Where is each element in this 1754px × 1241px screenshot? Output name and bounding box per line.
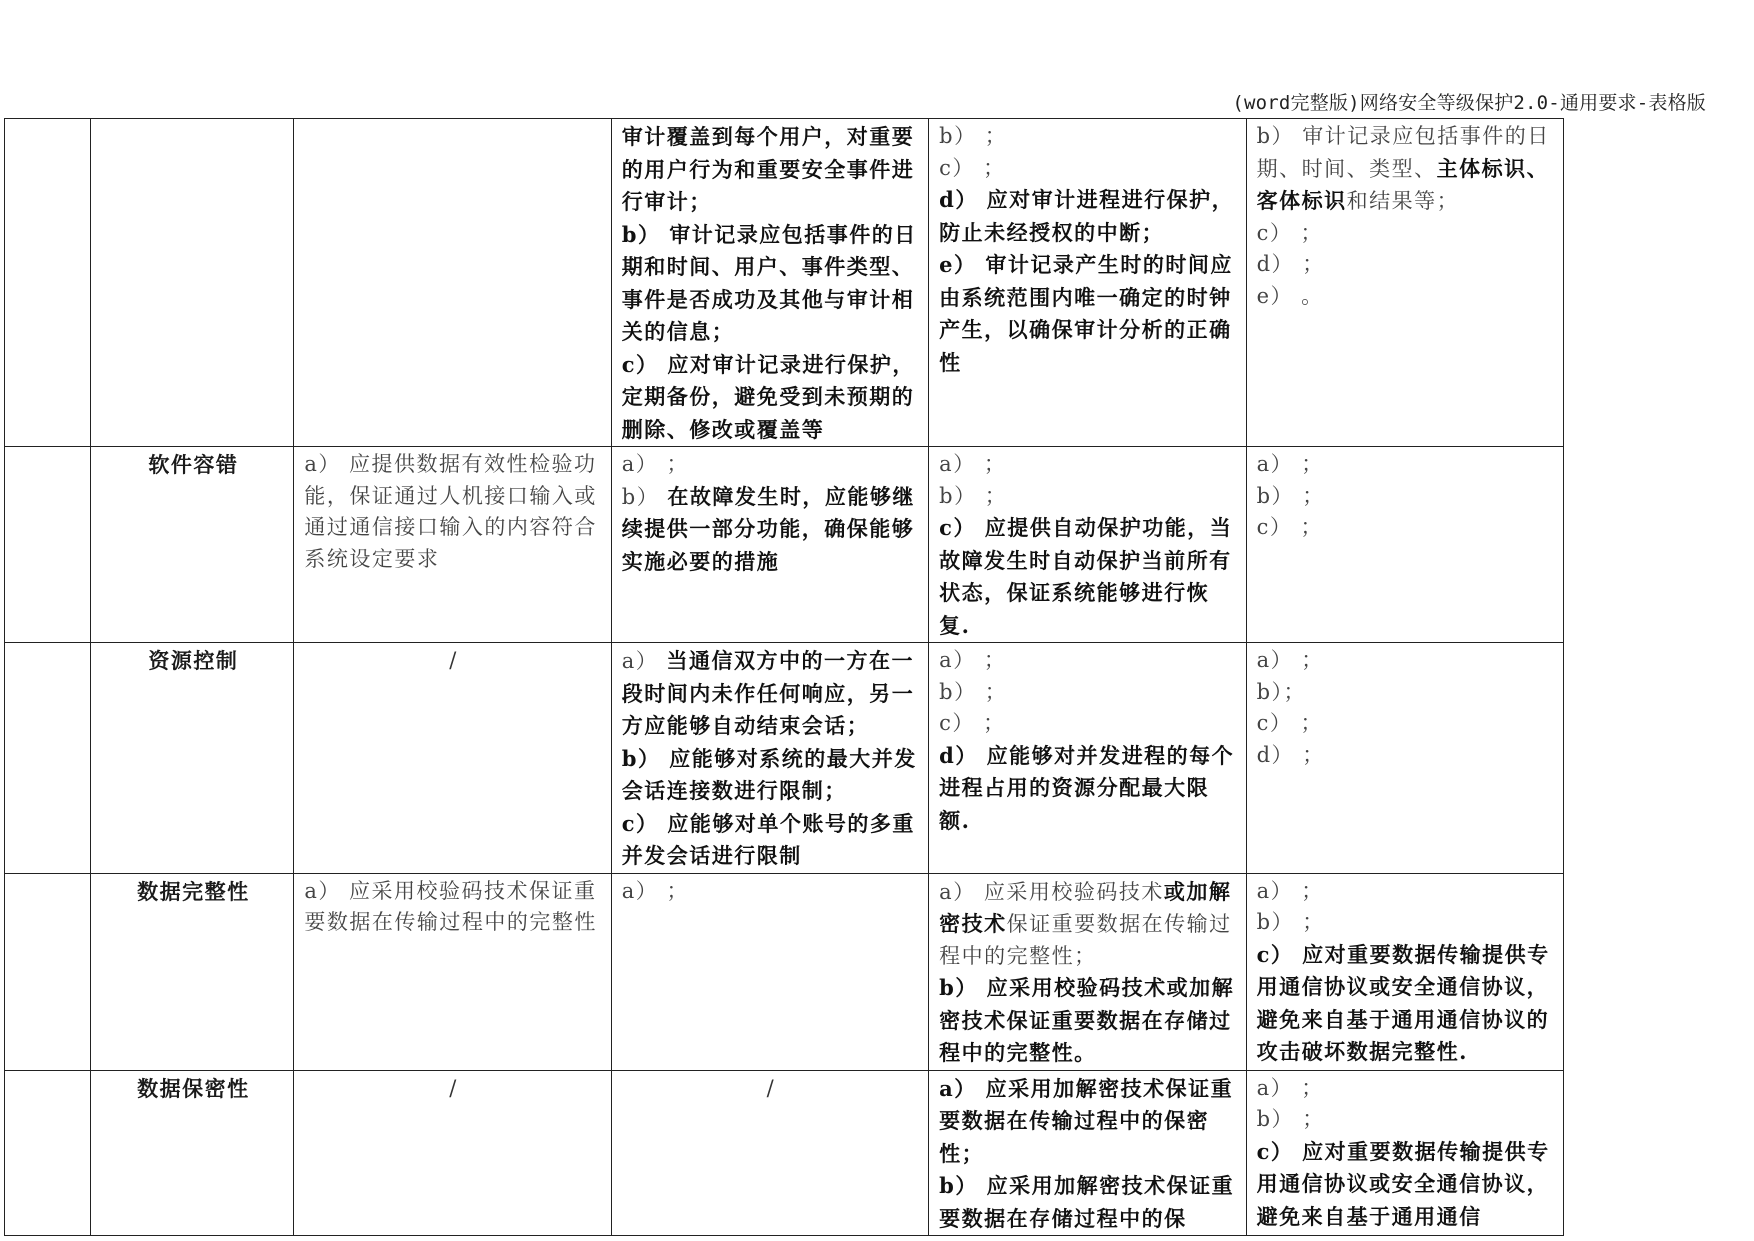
requirement-item bbox=[939, 249, 1237, 379]
requirement-text: c） ； bbox=[1256, 711, 1324, 735]
requirement-item bbox=[1257, 1073, 1555, 1105]
control-name: 数据保密性 bbox=[91, 1070, 294, 1236]
requirement-text: 和结果等； bbox=[1346, 189, 1460, 213]
requirement-cell-level-1 bbox=[294, 873, 611, 1070]
requirement-item bbox=[1257, 907, 1555, 939]
category-cell bbox=[5, 1070, 91, 1236]
requirement-cell-level-3 bbox=[929, 643, 1246, 874]
requirement-text: d） 应对审计进程进行保护，防止未经授权的中断； bbox=[939, 187, 1235, 245]
requirement-item bbox=[622, 743, 920, 808]
category-cell bbox=[5, 447, 91, 643]
requirement-cell-level-1 bbox=[294, 643, 611, 874]
requirement-text: a） ； bbox=[939, 452, 1007, 476]
control-name bbox=[91, 119, 294, 447]
requirement-text: a） 应提供数据有效性检验功能，保证通过人机接口输入或通过通信接口输入的内容符合系统设定要求 bbox=[304, 452, 597, 571]
requirement-text: c） ； bbox=[1256, 220, 1324, 245]
requirement-text: 在故障发生时，应能够继续提供一部分功能，确保能够实施必要的措施 bbox=[621, 483, 915, 574]
requirement-item bbox=[939, 449, 1237, 481]
requirement-text: b） bbox=[621, 484, 668, 509]
requirement-text: a） ； bbox=[1256, 648, 1324, 672]
requirement-cell-level-3 bbox=[929, 119, 1246, 447]
requirement-item bbox=[1257, 121, 1555, 218]
requirement-item bbox=[939, 740, 1237, 838]
requirement-item bbox=[939, 972, 1237, 1070]
requirement-text: b） 应采用校验码技术或加解密技术保证重要数据在存储过程中的完整性。 bbox=[939, 975, 1235, 1065]
category-cell bbox=[5, 643, 91, 874]
requirement-text: c） 应对重要数据传输提供专用通信协议或安全通信协议，避免来自基于通用通信 bbox=[1256, 1138, 1550, 1229]
requirement-text: a） 应采用校验码技术 bbox=[939, 879, 1164, 904]
control-name: 软件容错 bbox=[91, 447, 294, 643]
requirement-text: a） ； bbox=[621, 878, 689, 903]
requirement-item bbox=[939, 876, 1237, 973]
requirement-item bbox=[1257, 645, 1555, 677]
control-name: 资源控制 bbox=[91, 643, 294, 874]
requirement-text: a） 应采用校验码技术保证重要数据在传输过程中的完整性 bbox=[304, 878, 597, 934]
running-header: (word完整版)网络安全等级保护2.0-通用要求-表格版 bbox=[1232, 92, 1706, 114]
requirement-text: a） bbox=[621, 649, 667, 673]
requirement-item bbox=[1257, 1104, 1555, 1136]
requirement-text: 主体标识、客体标识 bbox=[1256, 155, 1550, 213]
requirement-text: b） ； bbox=[939, 124, 1008, 148]
table-row bbox=[5, 643, 1564, 874]
requirement-text: b） ； bbox=[1256, 483, 1325, 508]
requirement-item bbox=[939, 645, 1237, 677]
requirement-item bbox=[1257, 677, 1555, 709]
category-cell bbox=[5, 119, 91, 447]
requirement-cell-level-1 bbox=[294, 447, 611, 643]
requirement-text: c） ； bbox=[939, 155, 1006, 180]
requirement-text: e） 审计记录产生时的时间应由系统范围内唯一确定的时钟产生，以确保审计分析的正确性 bbox=[939, 252, 1233, 375]
requirement-item bbox=[939, 481, 1237, 513]
requirement-text: 当通信双方中的一方在一段时间内未作任何响应，另一方应能够自动结束会话； bbox=[621, 648, 915, 738]
requirement-cell-level-3 bbox=[929, 873, 1246, 1070]
requirement-text: b） 应采用加解密技术保证重要数据在存储过程中的保 bbox=[939, 1173, 1235, 1231]
requirement-item bbox=[939, 1073, 1237, 1171]
table-row bbox=[5, 1070, 1564, 1236]
requirement-text: e） 。 bbox=[1256, 283, 1324, 308]
requirement-item bbox=[939, 184, 1237, 249]
requirement-item bbox=[304, 449, 602, 575]
requirement-item bbox=[939, 512, 1237, 642]
requirement-item bbox=[939, 708, 1237, 740]
requirement-text: c） 应对重要数据传输提供专用通信协议或安全通信协议，避免来自基于通用通信协议的攻击破坏数据完整性. bbox=[1256, 941, 1550, 1064]
requirement-cell-level-1 bbox=[294, 119, 611, 447]
requirement-text: a） ； bbox=[1256, 1075, 1324, 1100]
requirement-text: a） ； bbox=[621, 452, 689, 476]
not-applicable-mark: / bbox=[766, 1075, 776, 1100]
requirement-item bbox=[304, 876, 602, 939]
requirement-item bbox=[1257, 481, 1555, 513]
requirement-item bbox=[622, 876, 920, 908]
requirement-item bbox=[1257, 876, 1555, 908]
requirement-text: b） 审计记录应包括事件的日期和时间、用户、事件类型、事件是否成功及其他与审计相关的信息； bbox=[621, 221, 917, 344]
requirement-text: a） ； bbox=[1256, 452, 1324, 476]
requirement-item bbox=[622, 121, 920, 219]
requirement-text: d） ； bbox=[1256, 252, 1325, 276]
requirement-item bbox=[939, 677, 1237, 709]
table-row bbox=[5, 119, 1564, 447]
requirement-cell-level-3 bbox=[929, 447, 1246, 643]
requirement-cell-level-2 bbox=[611, 873, 928, 1070]
requirement-text: a） 应采用加解密技术保证重要数据在传输过程中的保密性； bbox=[939, 1075, 1234, 1166]
requirement-item bbox=[1257, 249, 1555, 281]
requirement-item bbox=[1257, 740, 1555, 772]
requirement-item bbox=[1257, 939, 1555, 1069]
requirement-text: b）； bbox=[1256, 679, 1307, 704]
control-name: 数据完整性 bbox=[91, 873, 294, 1070]
requirement-text: 审计覆盖到每个用户，对重要的用户行为和重要安全事件进行审计； bbox=[621, 124, 915, 214]
requirement-text: c） 应对审计记录进行保护，定期备份，避免受到未预期的删除、修改或覆盖等 bbox=[621, 351, 915, 442]
requirement-item bbox=[1257, 281, 1555, 313]
requirement-text: b） ； bbox=[939, 679, 1008, 704]
requirements-table bbox=[4, 118, 1564, 1236]
requirement-cell-level-2 bbox=[611, 447, 928, 643]
requirement-text: c） ； bbox=[1256, 515, 1324, 539]
table-row bbox=[5, 873, 1564, 1070]
requirement-text: b） ； bbox=[1256, 910, 1325, 934]
requirement-cell-level-4 bbox=[1246, 873, 1563, 1070]
requirement-item bbox=[939, 121, 1237, 153]
requirement-cell-level-4 bbox=[1246, 643, 1563, 874]
requirement-item bbox=[939, 153, 1237, 185]
requirement-cell-level-2 bbox=[611, 643, 928, 874]
requirement-item bbox=[622, 808, 920, 873]
requirement-cell-level-4 bbox=[1246, 1070, 1563, 1236]
requirement-cell-level-4 bbox=[1246, 119, 1563, 447]
requirement-cell-level-3 bbox=[929, 1070, 1246, 1236]
requirement-item bbox=[1257, 449, 1555, 481]
requirement-text: d） 应能够对并发进程的每个进程占用的资源分配最大限额. bbox=[939, 742, 1235, 833]
requirement-item bbox=[622, 349, 920, 447]
requirement-text: b） 审计记录应包括事件的日期、时间、类型、 bbox=[1256, 124, 1550, 181]
requirement-item bbox=[622, 481, 920, 579]
requirement-item bbox=[622, 645, 920, 743]
requirement-item bbox=[939, 1170, 1237, 1235]
requirement-item bbox=[1257, 512, 1555, 544]
requirement-text: 保证重要数据在传输过程中的完整性； bbox=[939, 912, 1232, 968]
requirement-text: c） 应能够对单个账号的多重并发会话进行限制 bbox=[621, 810, 915, 868]
requirement-text: b） 应能够对系统的最大并发会话连接数进行限制； bbox=[621, 745, 917, 803]
requirement-text: c） 应提供自动保护功能，当故障发生时自动保护当前所有状态，保证系统能够进行恢复. bbox=[939, 515, 1233, 638]
category-cell bbox=[5, 873, 91, 1070]
requirement-item bbox=[1257, 218, 1555, 250]
requirement-text: a） ； bbox=[1256, 878, 1324, 903]
requirement-text: b） ； bbox=[939, 483, 1008, 508]
not-applicable-mark: / bbox=[449, 648, 458, 672]
requirement-item bbox=[1257, 708, 1555, 740]
requirement-cell-level-4 bbox=[1246, 447, 1563, 643]
requirement-cell-level-2 bbox=[611, 1070, 928, 1236]
requirement-text: d） ； bbox=[1256, 742, 1325, 767]
requirement-text: b） ； bbox=[1256, 1107, 1325, 1131]
requirement-item bbox=[1257, 1136, 1555, 1234]
requirement-text: a） ； bbox=[939, 648, 1007, 672]
requirement-item bbox=[622, 449, 920, 481]
requirement-text: 或加解密技术 bbox=[939, 878, 1232, 936]
table-row bbox=[5, 447, 1564, 643]
requirement-cell-level-2 bbox=[611, 119, 928, 447]
requirement-cell-level-1 bbox=[294, 1070, 611, 1236]
not-applicable-mark: / bbox=[449, 1075, 458, 1100]
requirement-item bbox=[622, 219, 920, 349]
requirement-text: c） ； bbox=[939, 711, 1006, 735]
